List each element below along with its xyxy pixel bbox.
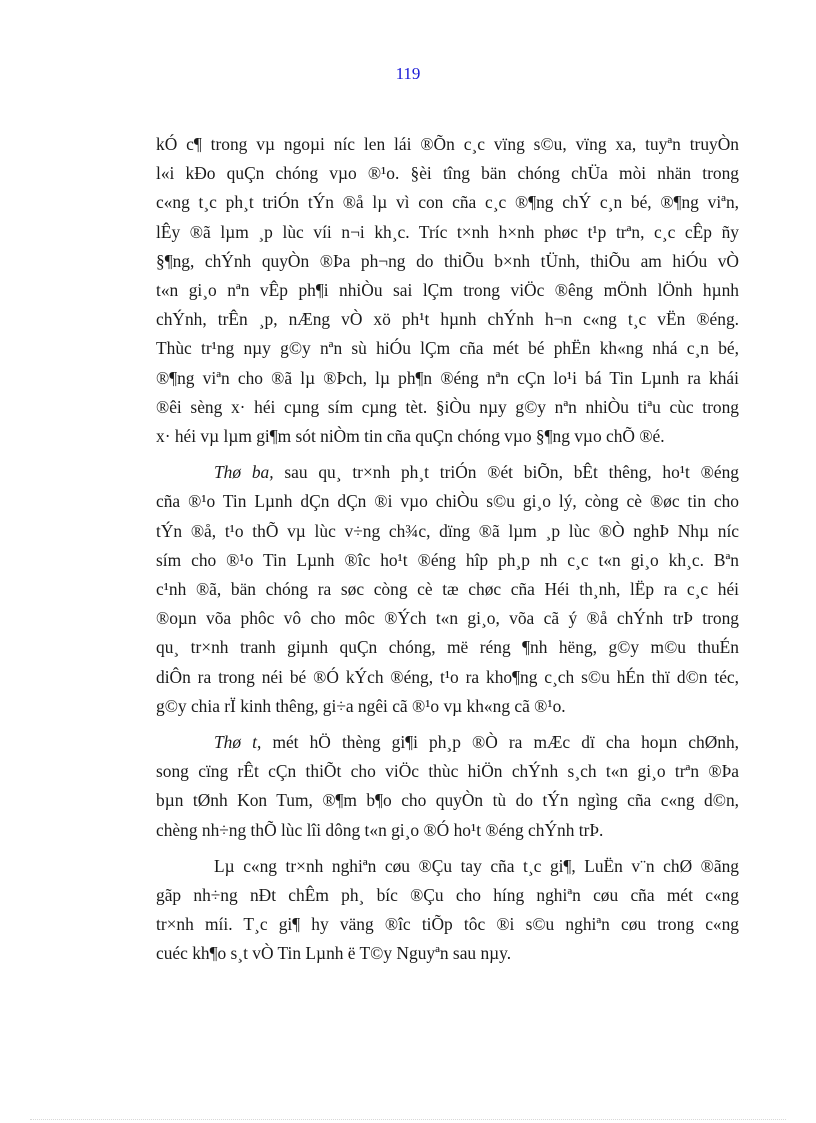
- line-text: diÔn ra trong néi bé ®Ó kÝch ®éng, t¹o ra kho¶ng c¸ch s©u hÉn thï d©n téc,: [156, 666, 739, 687]
- line-text: song cïng rÊt cÇn thiÕt cho viÖc thùc hiÖn chÝnh s¸ch t«n gi¸o trªn ®Þa: [156, 761, 739, 782]
- line-text: ®oµn võa phôc vô cho môc ®Ých t«n gi¸o, võa cã ý ®å chÝnh trÞ trong: [156, 608, 739, 629]
- line-text: tÝn ®å, t¹o thÕ vµ lùc v÷ng ch¾c, dïng ®ã lµm ¸p lùc ®Ò nghÞ Nhµ níc: [156, 520, 739, 541]
- text-line: [156, 458, 739, 487]
- line-text: t«n gi¸o nªn vÊp ph¶i nhiÒu sai lÇm trong viÖc ®êng mÖnh lÖnh hµnh: [156, 280, 739, 301]
- text-line: [156, 188, 739, 217]
- line-text: c«ng t¸c ph¸t triÓn tÝn ®å lµ vì con cña c¸c ®¶ng chÝ c¸n bé, ®¶ng viªn,: [156, 192, 739, 213]
- line-text: qu¸ tr×nh tranh giµnh quÇn chóng, më réng ¶nh hëng, g©y m©u thuÉn: [156, 637, 739, 658]
- line-text: kÓ c¶ trong vµ ngoµi níc len lái ®Õn c¸c vïng s©u, vïng xa, tuyªn truyÒn: [156, 134, 739, 154]
- page-bottom-rule: [30, 1119, 786, 1120]
- text-line: [156, 305, 739, 334]
- text-line: [156, 364, 739, 393]
- text-line: [156, 218, 739, 247]
- paragraph-lead-italic: Thø ba,: [214, 462, 274, 483]
- text-line: [156, 663, 739, 692]
- line-text: §¶ng, chÝnh quyÒn ®Þa ph¬ng do thiÕu b×nh tÜnh, thiÕu am hiÓu vÒ: [156, 250, 739, 271]
- paragraph: [156, 728, 739, 845]
- text-line: [156, 159, 739, 188]
- text-line: [156, 393, 739, 422]
- line-text: sím cho ®¹o Tin Lµnh ®îc ho¹t ®éng hîp ph¸p nh c¸c t«n gi¸o kh¸c. Bªn: [156, 549, 739, 570]
- text-line: [156, 728, 739, 757]
- line-text: lÊy ®ã lµm ¸p lùc víi n¬i kh¸c. Tríc t×nh h×nh phøc t¹p trªn, c¸c cÊp ñy: [156, 221, 739, 242]
- line-text: chÝnh, trÊn ¸p, nÆng vÒ xö ph¹t hµnh chÝnh h¬n c«ng t¸c vËn ®éng.: [156, 309, 739, 330]
- line-text: sau qu¸ tr×nh ph¸t triÓn ®ét biÕn, bÊt thêng, ho¹t ®éng: [273, 462, 739, 483]
- text-line: [156, 939, 739, 968]
- line-text: ®êi sèng x· héi cµng sím cµng tèt. §iÒu nµy g©y nªn nhiÒu tiªu cùc trong: [156, 396, 739, 417]
- paragraph: [156, 130, 739, 451]
- text-line: [156, 692, 739, 721]
- page-number: 119: [395, 64, 421, 83]
- text-line: [156, 816, 739, 845]
- text-line: [156, 881, 739, 910]
- line-text: bµn tØnh Kon Tum, ®¶m b¶o cho quyÒn tù do tÝn ngìng cña c«ng d©n,: [156, 790, 739, 811]
- text-line: [156, 852, 739, 881]
- line-text: c¹nh ®ã, bän chóng ra søc còng cè tæ chøc cña Héi th¸nh, lËp ra c¸c héi: [156, 579, 739, 600]
- text-line: [156, 910, 739, 939]
- text-line: [156, 334, 739, 363]
- text-line: [156, 422, 739, 451]
- line-text: l«i kÐo quÇn chóng vµo ®¹o. §èi tîng bän chóng chÜa mòi nhän trong: [156, 163, 739, 184]
- text-line: [156, 247, 739, 276]
- text-line: [156, 546, 739, 575]
- paragraph: [156, 458, 739, 721]
- text-line: [156, 276, 739, 305]
- text-line: [156, 633, 739, 662]
- text-line: [156, 604, 739, 633]
- line-text: , mét hÖ thèng gi¶i ph¸p ®Ò ra mÆc dï cha hoµn chØnh,: [257, 732, 739, 753]
- text-line: [156, 517, 739, 546]
- paragraph: [156, 852, 739, 969]
- line-text: cuéc kh¶o s¸t vÒ Tin Lµnh ë T©y Nguyªn sau nµy.: [156, 943, 512, 964]
- line-text: gãp nh÷ng nÐt chÊm ph¸ bíc ®Çu cho híng nghiªn cøu cña mét c«ng: [156, 885, 739, 906]
- line-text: ®¶ng viªn cho ®ã lµ ®Þch, lµ ph¶n ®éng nªn cÇn lo¹i bá Tin Lµnh ra khái: [156, 367, 739, 388]
- line-text: cña ®¹o Tin Lµnh dÇn dÇn ®i vµo chiÒu s©u gi¸o lý, còng cè ®øc tin cho: [156, 491, 739, 512]
- text-line: [156, 487, 739, 516]
- line-text: x· héi vµ lµm gi¶m sót niÒm tin cña quÇn chóng vµo §¶ng vµo chÕ ®é.: [156, 426, 665, 447]
- line-text: tr×nh míi. T¸c gi¶ hy väng ®îc tiÕp tôc ®i s©u nghiªn cøu trong c«ng: [156, 914, 739, 935]
- text-line: [156, 786, 739, 815]
- text-line: [156, 757, 739, 786]
- paragraph-lead-italic: Thø t: [214, 732, 257, 753]
- line-text: Thùc tr¹ng nµy g©y nªn sù hiÓu lÇm cña mét bé phËn kh«ng nhá c¸n bé,: [156, 338, 739, 359]
- document-body: [156, 130, 739, 976]
- text-line: [156, 575, 739, 604]
- line-text: Lµ c«ng tr×nh nghiªn cøu ®Çu tay cña t¸c gi¶, LuËn v¨n chØ ®ãng: [214, 855, 739, 876]
- line-text: chèng nh÷ng thÕ lùc lîi dông t«n gi¸o ®Ó ho¹t ®éng chÝnh trÞ.: [156, 819, 604, 840]
- text-line: [156, 130, 739, 159]
- line-text: g©y chia rÏ kinh thêng, gi÷a ngêi cã ®¹o vµ kh«ng cã ®¹o.: [156, 695, 566, 716]
